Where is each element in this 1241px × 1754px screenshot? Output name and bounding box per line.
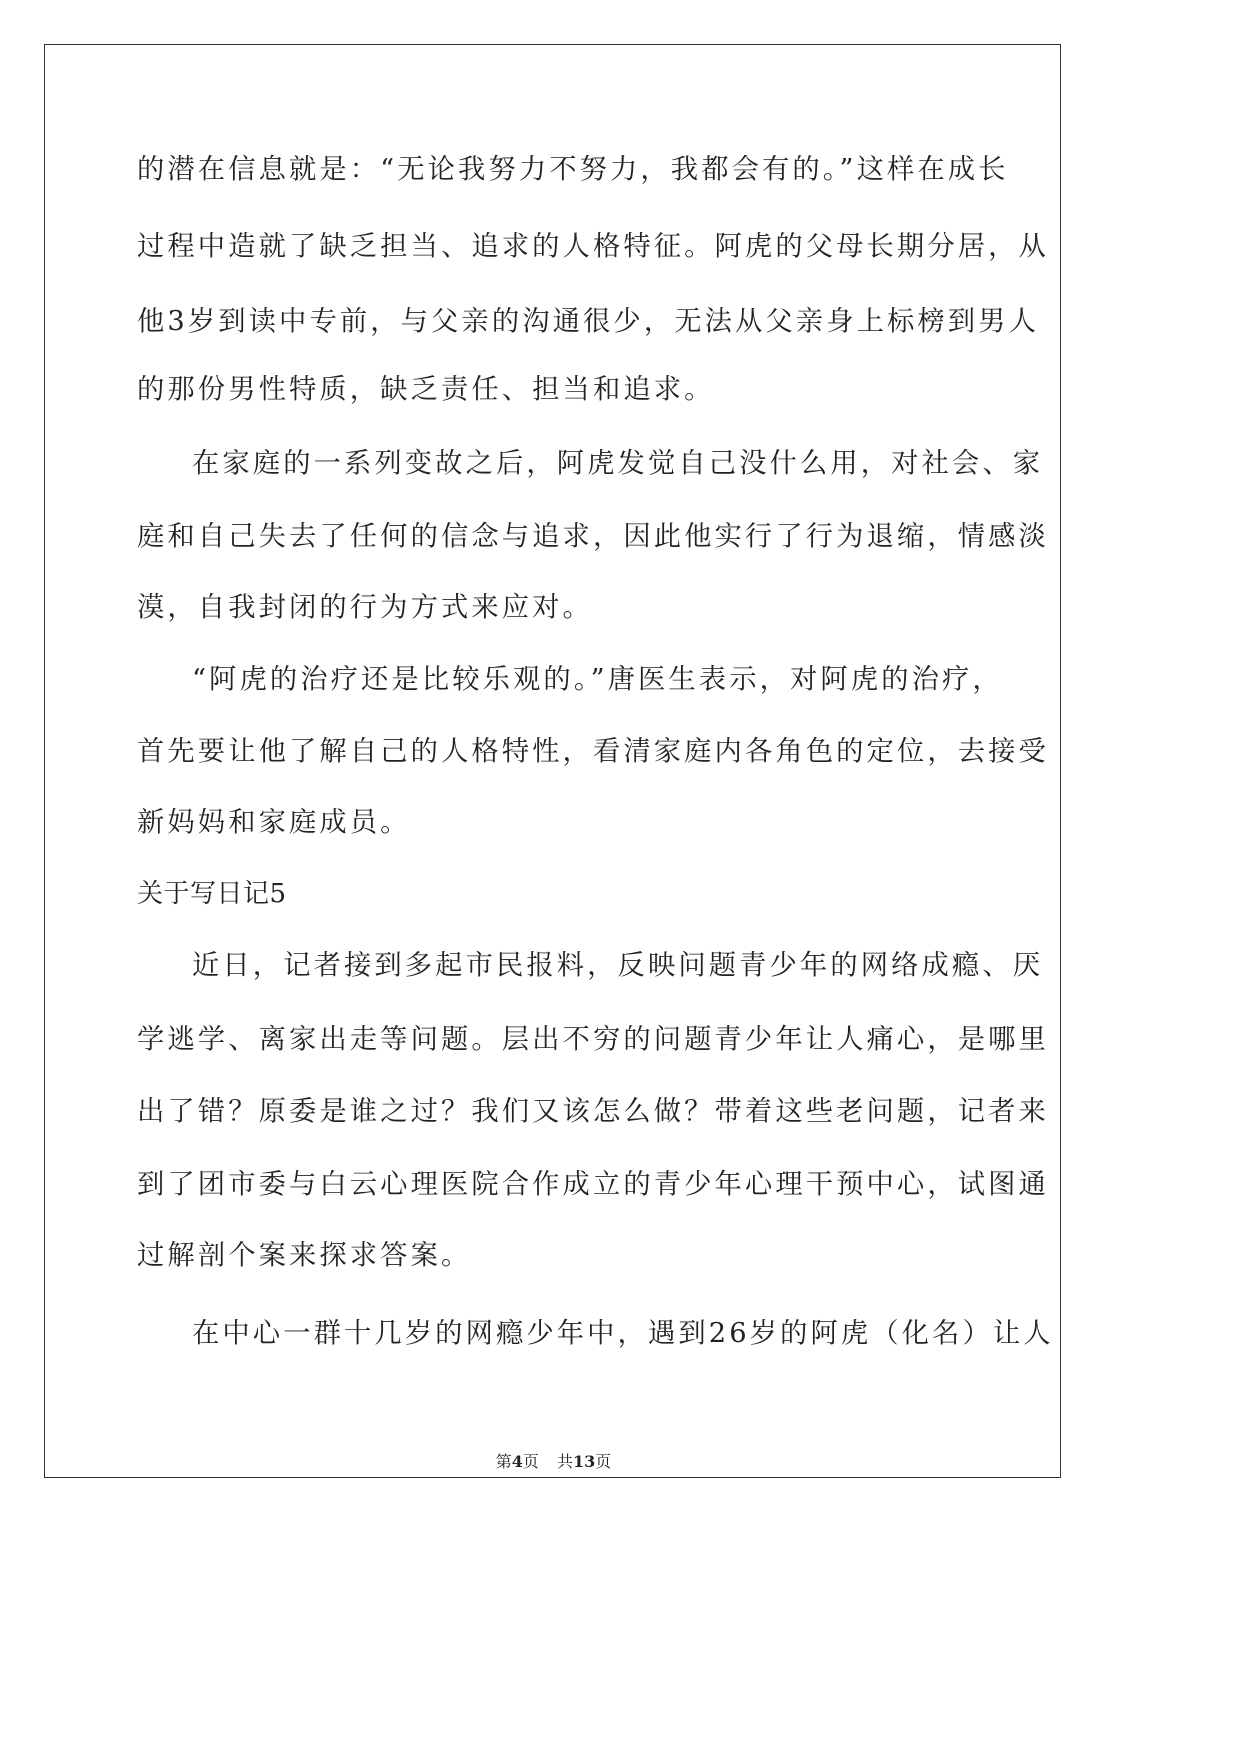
body-text-line: 新妈妈和家庭成员。 [137,807,411,838]
body-text-line: 学逃学、离家出走等问题。层出不穷的问题青少年让人痛心，是哪里 [137,1024,1049,1055]
body-text-line: 过解剖个案来探求答案。 [137,1240,472,1271]
body-text-line: 漠，自我封闭的行为方式来应对。 [137,592,593,623]
body-text-line: 他3岁到读中专前，与父亲的沟通很少，无法从父亲身上标榜到男人 [137,306,1039,337]
body-text-line: 过程中造就了缺乏担当、追求的人格特征。阿虎的父母长期分居，从 [137,231,1049,262]
page-suffix: 页 [522,1452,539,1471]
body-text-line: 在中心一群十几岁的网瘾少年中，遇到26岁的阿虎（化名）让人 [192,1318,1054,1349]
body-text-line: 近日，记者接到多起市民报料，反映问题青少年的网络成瘾、厌 [192,950,1044,981]
body-text-line: 庭和自己失去了任何的信念与追求，因此他实行了行为退缩，情感淡 [137,521,1049,552]
body-text-line: 到了团市委与白云心理医院合作成立的青少年心理干预中心，试图通 [137,1169,1049,1200]
body-text-line: 的潜在信息就是：“无论我努力不努力，我都会有的。”这样在成长 [137,154,1009,185]
body-text-line: 首先要让他了解自己的人格特性，看清家庭内各角色的定位，去接受 [137,736,1049,767]
body-text-line: “阿虎的治疗还是比较乐观的。”唐医生表示，对阿虎的治疗， [192,664,1003,695]
page-number: 4 [511,1452,523,1471]
total-suffix: 页 [595,1452,612,1471]
total-prefix: 共 [556,1452,573,1471]
body-text-line: 的那份男性特质，缺乏责任、担当和追求。 [137,374,715,405]
section-heading: 关于写日记5 [137,879,287,909]
page-prefix: 第 [495,1452,512,1471]
body-text-line: 在家庭的一系列变故之后，阿虎发觉自己没什么用，对社会、家 [192,448,1044,479]
page-footer [0,1452,1107,1472]
total-pages: 13 [572,1452,596,1471]
body-text-line: 出了错？原委是谁之过？我们又该怎么做？带着这些老问题，记者来 [137,1096,1049,1127]
